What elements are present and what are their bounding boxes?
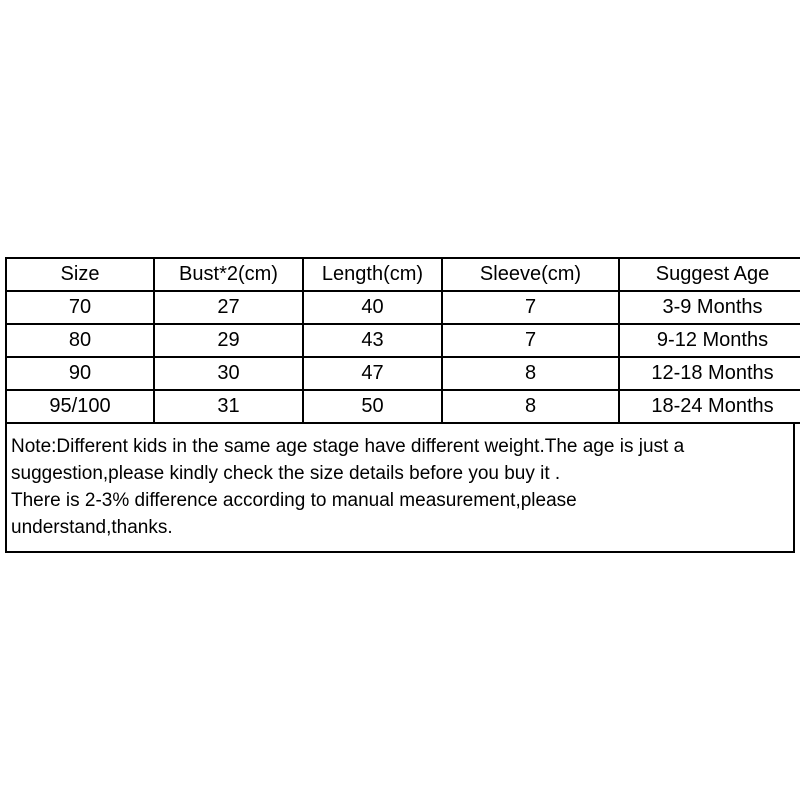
table-row <box>6 324 800 357</box>
cell-suggest-age: 3-9 Months <box>619 291 800 324</box>
cell-bust: 31 <box>154 390 303 423</box>
cell-sleeve: 7 <box>442 324 619 357</box>
table-header <box>6 258 800 291</box>
note-box <box>5 424 795 553</box>
column-header-suggest-age: Suggest Age <box>619 258 800 291</box>
table-body <box>6 291 800 423</box>
column-header-sleeve: Sleeve(cm) <box>442 258 619 291</box>
cell-length: 43 <box>303 324 442 357</box>
cell-length: 40 <box>303 291 442 324</box>
cell-suggest-age: 18-24 Months <box>619 390 800 423</box>
cell-size: 90 <box>6 357 154 390</box>
cell-sleeve: 8 <box>442 390 619 423</box>
cell-size: 95/100 <box>6 390 154 423</box>
column-header-bust: Bust*2(cm) <box>154 258 303 291</box>
column-header-length: Length(cm) <box>303 258 442 291</box>
cell-bust: 30 <box>154 357 303 390</box>
column-header-size: Size <box>6 258 154 291</box>
table-row <box>6 357 800 390</box>
size-chart <box>5 257 795 553</box>
cell-sleeve: 7 <box>442 291 619 324</box>
note-line-2: suggestion,please kindly check the size details before you buy it . <box>11 463 561 484</box>
note-line-1: Note:Different kids in the same age stage have different weight.The age is just a <box>11 436 685 457</box>
cell-size: 80 <box>6 324 154 357</box>
cell-length: 47 <box>303 357 442 390</box>
cell-suggest-age: 9-12 Months <box>619 324 800 357</box>
cell-sleeve: 8 <box>442 357 619 390</box>
table-row <box>6 291 800 324</box>
note-line-3: There is 2-3% difference according to manual measurement,please <box>11 490 577 511</box>
cell-suggest-age: 12-18 Months <box>619 357 800 390</box>
cell-bust: 29 <box>154 324 303 357</box>
cell-size: 70 <box>6 291 154 324</box>
note-line-4: understand,thanks. <box>11 517 173 538</box>
size-table <box>5 257 800 424</box>
cell-bust: 27 <box>154 291 303 324</box>
cell-length: 50 <box>303 390 442 423</box>
table-row <box>6 390 800 423</box>
table-header-row <box>6 258 800 291</box>
